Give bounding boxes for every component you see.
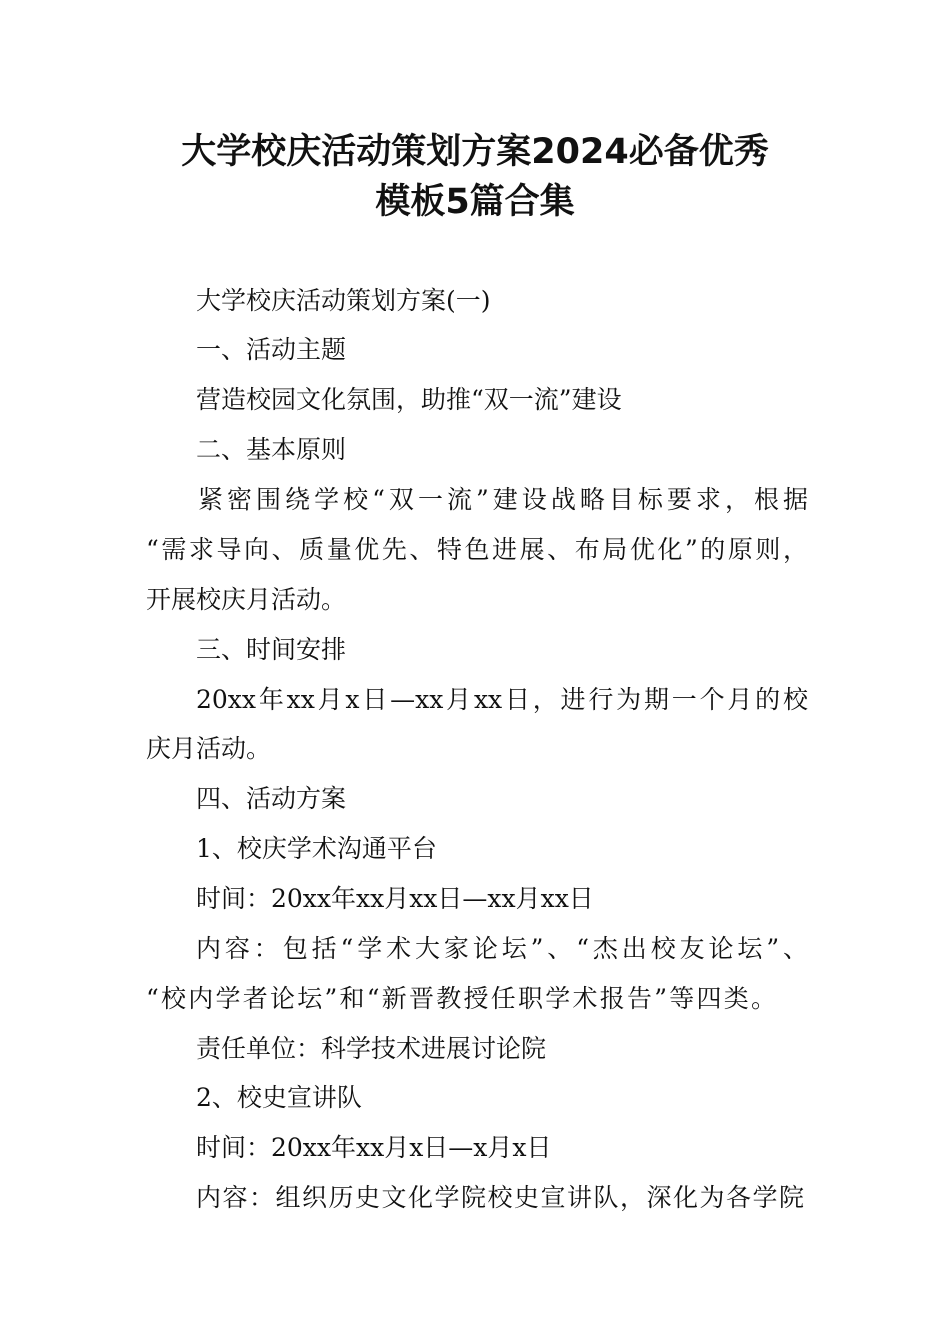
heading-basic-principles: 二、基本原则	[196, 435, 347, 464]
paragraph-schedule-line-1: 20xx年xx月x日—xx月xx日，进行为期一个月的校	[196, 685, 808, 714]
document-title-line-2: 模板5篇合集	[375, 182, 575, 222]
heading-activity-theme: 一、活动主题	[196, 335, 347, 364]
item-academic-platform: 1、校庆学术沟通平台	[196, 834, 437, 863]
item-history-content-line-1: 内容：组织历史文化学院校史宣讲队，深化为各学院	[196, 1183, 804, 1212]
section-heading-plan-one: 大学校庆活动策划方案(一)	[196, 286, 491, 315]
paragraph-principles-line-2: “需求导向、质量优先、特色进展、布局优化”的原则，	[146, 535, 808, 564]
item-academic-responsible: 责任单位：科学技术进展讨论院	[196, 1034, 547, 1063]
paragraph-principles-line-3: 开展校庆月活动。	[146, 585, 347, 614]
item-academic-content-line-2: “校内学者论坛”和“新晋教授任职学术报告”等四类。	[146, 984, 776, 1013]
paragraph-schedule-line-2: 庆月活动。	[146, 734, 272, 763]
heading-schedule: 三、时间安排	[196, 635, 347, 664]
paragraph-theme: 营造校园文化氛围，助推“双一流”建设	[196, 385, 622, 414]
item-history-time: 时间：20xx年xx月x日—x月x日	[196, 1133, 552, 1162]
item-academic-time: 时间：20xx年xx月xx日—xx月xx日	[196, 884, 594, 913]
item-academic-content-line-1: 内容：包括“学术大家论坛”、“杰出校友论坛”、	[196, 934, 808, 963]
document-title-line-1: 大学校庆活动策划方案2024必备优秀	[181, 132, 769, 172]
heading-activity-plan: 四、活动方案	[196, 784, 347, 813]
paragraph-principles-line-1: 紧密围绕学校“双一流”建设战略目标要求，根据	[198, 485, 808, 514]
item-history-team: 2、校史宣讲队	[196, 1083, 362, 1112]
